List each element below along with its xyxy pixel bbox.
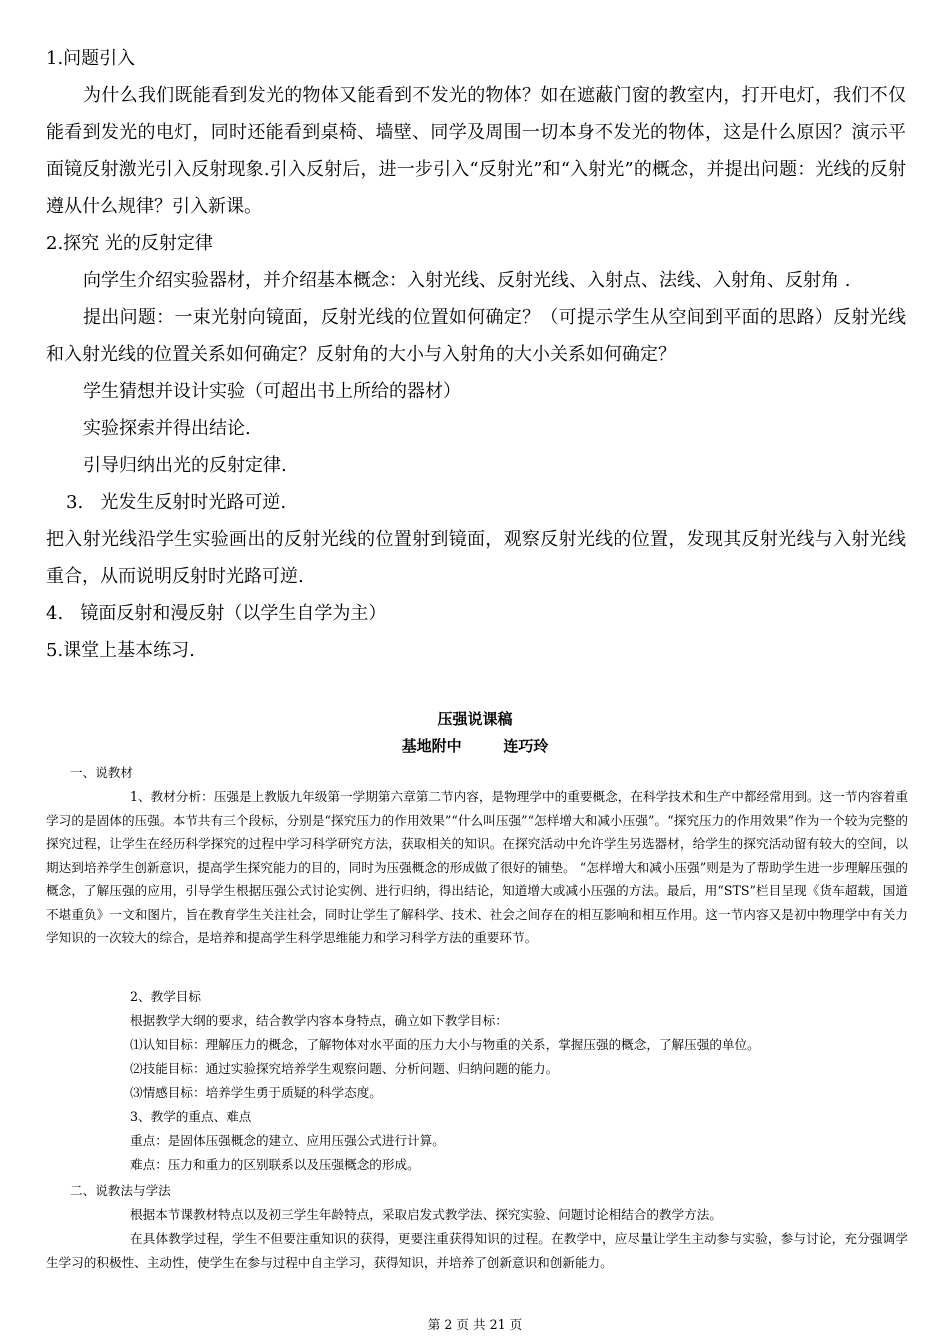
paragraph-intro: 为什么我们既能看到发光的物体又能看到不发光的物体？如在遮蔽门窗的教室内，打开电灯，我们不仅能看到发光的电灯，同时还能看到桌椅、墙壁、同学及周围一切本身不发光的物体，这是什么原因？演示平面镜反射激光引入反射现象.引入反射后，进一步引入“反射光”和“入射光”的概念，并提出问题：光线的反射遵从什么规律？引入新课。 <box>46 85 906 217</box>
doc-author: 基地附中 连巧玲 <box>401 737 549 755</box>
difficult-point: 难点：压力和重力的区别联系以及压强概念的形成。 <box>130 1157 420 1172</box>
heading-question-intro: 1.问题引入 <box>46 48 136 69</box>
goal-emotion: ⑶情感目标：培养学生勇于质疑的科学态度。 <box>130 1085 382 1100</box>
heading-reflection-types: 4. 镜面反射和漫反射（以学生自学为主） <box>46 603 387 624</box>
paragraph-experiment: 实验探索并得出结论. <box>83 418 251 439</box>
heading-reversible: 3. 光发生反射时光路可逆. <box>66 492 287 513</box>
doc-title: 压强说课稿 <box>437 710 513 728</box>
paragraph-process: 在具体教学过程，学生不但要注重知识的获得，更要注重获得知识的过程。在教学中，应尽量让学生主动参与实验，参与讨论，充分强调学生学习的积极性、主动性，使学生在参与过程中自主学习，获得知识，并培养了创新意识和创新能力。 <box>46 1231 908 1270</box>
page-footer: 第 2 页 共 21 页 <box>427 1317 523 1332</box>
section-materials: 一、说教材 <box>70 765 133 780</box>
paragraph-equipment: 向学生介绍实验器材，并介绍基本概念：入射光线、反射光线、入射点、法线、入射角、反射角 . <box>83 270 851 291</box>
heading-key-points: 3、教学的重点、难点 <box>130 1109 252 1124</box>
heading-practice: 5.课堂上基本练习. <box>46 640 195 661</box>
section-methods: 二、说教法与学法 <box>70 1183 171 1198</box>
paragraph-guess: 学生猜想并设计实验（可超出书上所给的器材） <box>83 381 461 402</box>
paragraph-materials-analysis: 1、教材分析：压强是上教版九年级第一学期第六章第二节内容，是物理学中的重要概念，在科学技术和生产中都经常用到。这一节内容着重学习的是固体的压强。本节共有三个段标，分别是“探究压力的作用效果”“什么叫压强”“怎样增大和减小压强”。“探究压力的作用效果”作为一个较为完整的探究过程，让学生在经历科学探究的过程中学习科学研究方法，获取相关的知识。在探究活动中允许学生另选器材，给学生的探究活动留有较大的空间，以期达到培养学生创新意识，提高学生探究能力的目的，同时为压强概念的形成做了很好的铺垫。 “怎样增大和减小压强”则是为了帮助学生进一步理解压强的概念，了解压强的应用，引导学生根据压强公式讨论实例、进行归纳，得出结论，知道增大或减小压强的方法。最后，用“STS”栏目呈现《货车超载，国道不堪重负》一文和图片，旨在教育学生关注社会，同时让学生了解科学、技术、社会之间存在的相互影响和相互作用。这一节内容又是初中物理学中有关力学知识的一次较大的综合，是培养和提高学生科学思维能力和学习科学方法的重要环节。 <box>46 789 908 945</box>
paragraph-methods: 根据本节课教材特点以及初三学生年龄特点，采取启发式教学法、探究实验、问题讨论相结合的教学方法。 <box>130 1207 722 1222</box>
heading-goals: 2、教学目标 <box>130 989 201 1004</box>
paragraph-reversible: 把入射光线沿学生实验画出的反射光线的位置射到镜面，观察反射光线的位置，发现其反射光线与入射光线重合，从而说明反射时光路可逆. <box>46 529 906 587</box>
goal-cognitive: ⑴认知目标：理解压力的概念，了解物体对水平面的压力大小与物重的关系，掌握压强的概念，了解压强的单位。 <box>130 1037 760 1052</box>
key-point: 重点：是固体压强概念的建立、应用压强公式进行计算。 <box>130 1133 445 1148</box>
paragraph-goals: 根据教学大纲的要求，结合教学内容本身特点，确立如下教学目标： <box>130 1013 508 1028</box>
paragraph-conclusion: 引导归纳出光的反射定律. <box>83 455 287 476</box>
heading-explore: 2.探究 光的反射定律 <box>46 233 213 254</box>
paragraph-question: 提出问题：一束光射向镜面，反射光线的位置如何确定？（可提示学生从空间到平面的思路）反射光线和入射光线的位置关系如何确定？反射角的大小与入射角的大小关系如何确定？ <box>46 307 906 365</box>
goal-skill: ⑵技能目标：通过实验探究培养学生观察问题、分析问题、归纳问题的能力。 <box>130 1061 559 1076</box>
